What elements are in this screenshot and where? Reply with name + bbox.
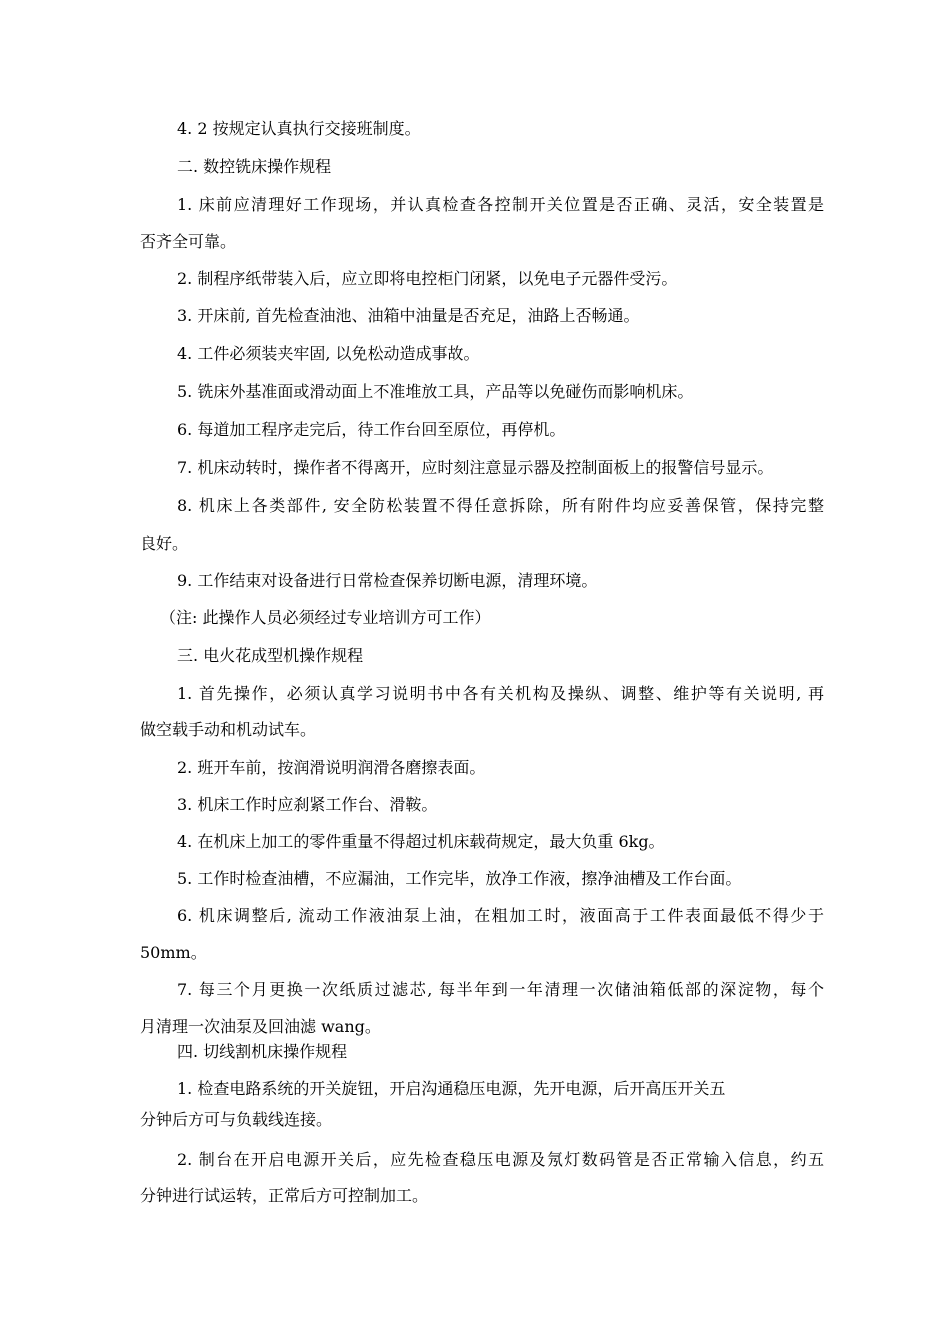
edm-item-5: 5. 工作时检查油槽，不应漏油，工作完毕，放净工作液，擦净油槽及工作台面。 [177, 869, 742, 888]
edm-item-7: 7. 每三个月更换一次纸质过滤芯, 每半年到一年清理一次储油箱低部的深淀物，每个 [177, 980, 824, 999]
edm-item-6: 6. 机床调整后, 流动工作液油泵上油，在粗加工时，液面高于工件表面最低不得少于 [177, 906, 824, 925]
cnc-item-8: 8. 机床上各类部件, 安全防松装置不得任意拆除，所有附件均应妥善保管，保持完整 [177, 496, 824, 515]
wire-item-1: 1. 检查电路系统的开关旋钮，开启沟通稳压电源，先开电源，后开高压开关五 [177, 1079, 726, 1098]
cnc-note: （注: 此操作人员必须经过专业培训方可工作） [160, 608, 491, 627]
section-4-heading: 四. 切线割机床操作规程 [177, 1042, 348, 1061]
edm-item-2: 2. 班开车前，按润滑说明润滑各磨擦表面。 [177, 758, 486, 777]
wire-item-2: 2. 制台在开启电源开关后，应先检查稳压电源及氖灯数码管是否正常输入信息，约五 [177, 1150, 824, 1169]
cnc-item-8-cont: 良好。 [140, 534, 189, 553]
cnc-item-9: 9. 工作结束对设备进行日常检查保养切断电源，清理环境。 [177, 571, 598, 590]
wire-item-1-cont: 分钟后方可与负载线连接。 [140, 1110, 333, 1129]
edm-item-4: 4. 在机床上加工的零件重量不得超过机床载荷规定，最大负重 6kg。 [177, 832, 665, 851]
edm-item-3: 3. 机床工作时应刹紧工作台、滑鞍。 [177, 795, 438, 814]
cnc-item-7: 7. 机床动转时，操作者不得离开，应时刻注意显示器及控制面板上的报警信号显示。 [177, 458, 774, 477]
cnc-item-5: 5. 铣床外基准面或滑动面上不准堆放工具，产品等以免碰伤而影响机床。 [177, 382, 694, 401]
edm-item-1: 1. 首先操作，必须认真学习说明书中各有关机构及操纵、调整、维护等有关说明, 再 [177, 684, 824, 703]
cnc-item-1-cont: 否齐全可靠。 [140, 232, 237, 251]
edm-item-1-cont: 做空载手动和机动试车。 [140, 720, 317, 739]
edm-item-7-cont: 月清理一次油泵及回油滤 wang。 [140, 1017, 381, 1036]
edm-item-6-cont: 50mm。 [140, 943, 207, 962]
cnc-item-6: 6. 每道加工程序走完后，待工作台回至原位，再停机。 [177, 420, 566, 439]
cnc-item-2: 2. 制程序纸带装入后，应立即将电控柜门闭紧，以免电子元器件受污。 [177, 269, 678, 288]
wire-item-2-cont: 分钟进行试运转，正常后方可控制加工。 [140, 1186, 429, 1205]
line-4-2: 4. 2 按规定认真执行交接班制度。 [177, 119, 421, 138]
section-3-heading: 三. 电火花成型机操作规程 [177, 646, 364, 665]
cnc-item-4: 4. 工件必须装夹牢固, 以免松动造成事故。 [177, 344, 480, 363]
section-2-heading: 二. 数控铣床操作规程 [177, 157, 332, 176]
cnc-item-1: 1. 床前应清理好工作现场，并认真检查各控制开关位置是否正确、灵活，安全装置是 [177, 195, 824, 214]
cnc-item-3: 3. 开床前, 首先检查油池、油箱中油量是否充足，油路上否畅通。 [177, 306, 640, 325]
